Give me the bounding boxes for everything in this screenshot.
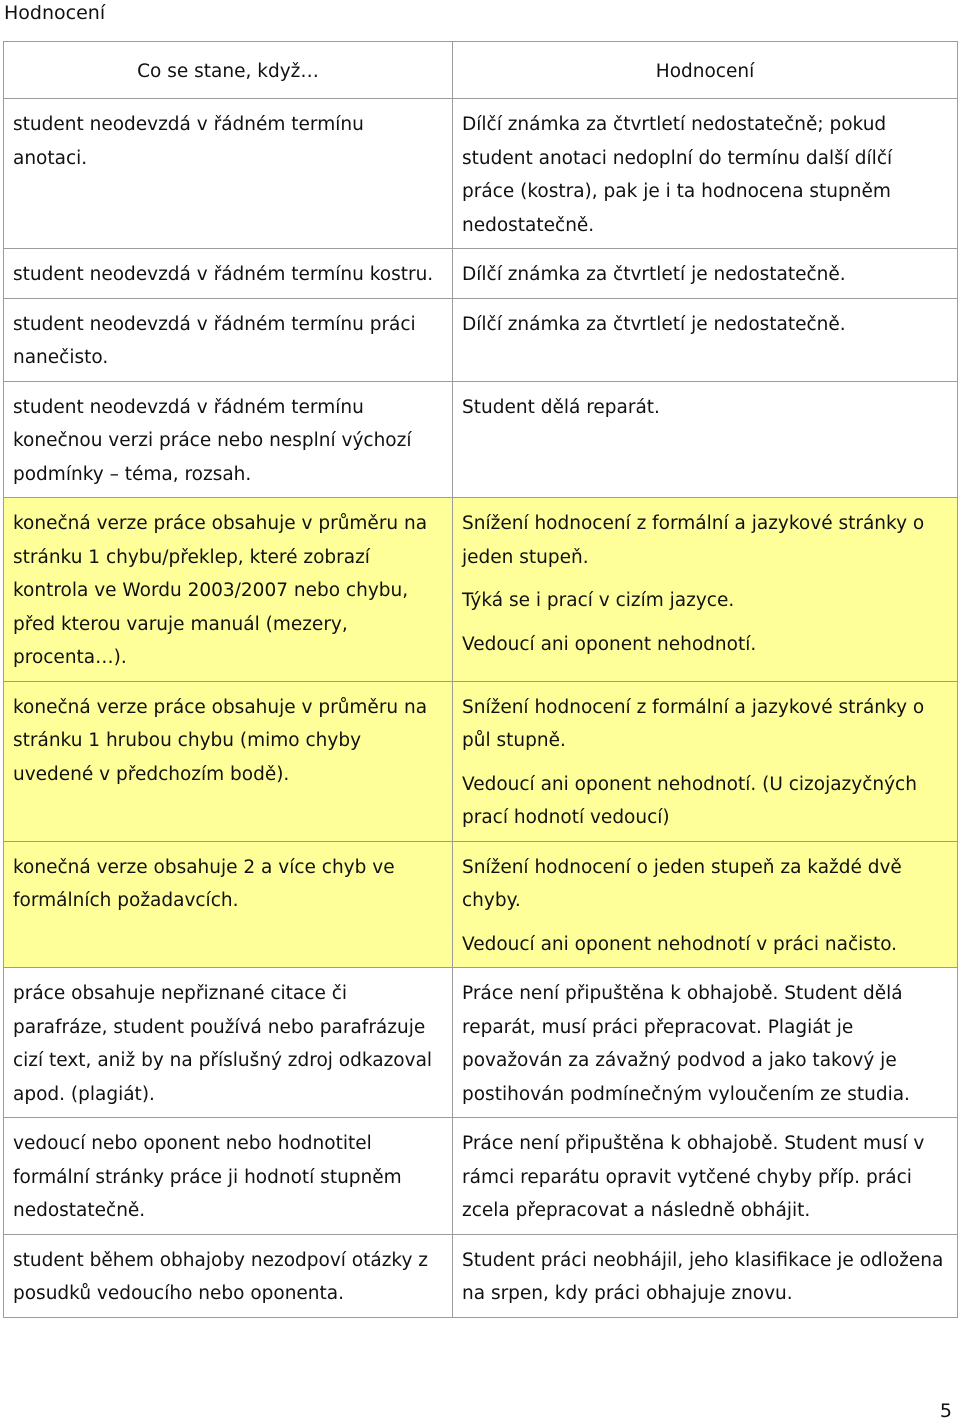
condition-cell [4, 1118, 453, 1235]
condition-cell [4, 298, 453, 381]
evaluation-cell [453, 841, 958, 968]
evaluation-text: Snížení hodnocení z formální a jazykové stránky o půl stupně. [462, 696, 925, 751]
condition-text: student neodevzdá v řádném termínu konečnou verzi práce nebo nesplní výchozí podmínky – téma, rozsah. [13, 396, 412, 485]
evaluation-text: Týká se i prací v cizím jazyce. [462, 590, 735, 611]
table-row [4, 249, 958, 299]
condition-text: konečná verze práce obsahuje v průměru na stránku 1 chybu/překlep, které zobrazí kontrola ve Wordu 2003/2007 nebo chybu, před kterou varuje manuál (mezery, procenta…). [13, 513, 428, 668]
table-row [4, 841, 958, 968]
condition-cell [4, 498, 453, 682]
evaluation-cell [453, 681, 958, 841]
table-row [4, 298, 958, 381]
condition-cell [4, 681, 453, 841]
table-body [4, 99, 958, 1318]
evaluation-text: Dílčí známka za čtvrtletí je nedostatečně. [462, 264, 846, 285]
evaluation-text: Práce není připuštěna k obhajobě. Student dělá reparát, musí práci přepracovat. Plagiát je považován za závažný podvod a jako takový je postihován podmínečným vyloučením ze studia. [462, 983, 910, 1105]
evaluation-text: Vedoucí ani oponent nehodnotí. [462, 633, 757, 655]
condition-text: konečná verze práce obsahuje v průměru na stránku 1 hrubou chybu (mimo chyby uvedené v předchozím bodě). [13, 696, 428, 785]
table-row [4, 1234, 958, 1317]
condition-text: student během obhajoby nezodpoví otázky z posudků vedoucího nebo oponenta. [13, 1249, 429, 1304]
evaluation-cell [453, 99, 958, 249]
evaluation-text: Student práci neobhájil, jeho klasifikace je odložena na srpen, kdy práci obhajuje znovu. [462, 1249, 944, 1304]
table-row [4, 99, 958, 249]
condition-cell [4, 841, 453, 968]
table-row [4, 1118, 958, 1235]
condition-cell [4, 968, 453, 1118]
condition-text: vedoucí nebo oponent nebo hodnotitel formální stránky práce ji hodnotí stupněm nedostatečně. [13, 1133, 402, 1221]
evaluation-cell [453, 381, 958, 498]
condition-cell [4, 99, 453, 249]
evaluation-text: Dílčí známka za čtvrtletí je nedostatečně. [462, 313, 846, 335]
condition-text: konečná verze obsahuje 2 a více chyb ve formálních požadavcích. [13, 856, 395, 911]
evaluation-cell [453, 249, 958, 299]
evaluation-table [3, 41, 958, 1318]
evaluation-text: Student dělá reparát. [462, 396, 660, 418]
condition-cell [4, 381, 453, 498]
evaluation-text: Práce není připuštěna k obhajobě. Student musí v rámci reparátu opravit vytčené chyby příp. práci zcela přepracovat a následně obhájit. [462, 1133, 925, 1221]
condition-text: student neodevzdá v řádném termínu anotaci. [13, 114, 364, 169]
evaluation-cell [453, 1118, 958, 1235]
evaluation-text: Snížení hodnocení z formální a jazykové stránky o jeden stupeň. [462, 513, 925, 568]
evaluation-text: Vedoucí ani oponent nehodnotí. (U cizojazyčných prací hodnotí vedoucí) [462, 773, 917, 828]
table-header-row [4, 42, 958, 99]
condition-text: student neodevzdá v řádném termínu kostru. [13, 264, 434, 285]
table-row [4, 968, 958, 1118]
condition-cell [4, 1234, 453, 1317]
evaluation-text: Vedoucí ani oponent nehodnotí v práci načisto. [462, 933, 898, 955]
evaluation-cell [453, 298, 958, 381]
table-row [4, 498, 958, 682]
column-header-evaluation: Hodnocení [453, 42, 958, 99]
evaluation-cell [453, 1234, 958, 1317]
evaluation-cell [453, 498, 958, 682]
condition-cell [4, 249, 453, 299]
condition-text: práce obsahuje nepřiznané citace či parafráze, student používá nebo parafrázuje cizí text, aniž by na příslušný zdroj odkazoval apod. (plagiát). [13, 983, 433, 1105]
evaluation-text: Snížení hodnocení o jeden stupeň za každé dvě chyby. [462, 856, 902, 911]
page-title: Hodnocení [4, 2, 106, 24]
column-header-condition: Co se stane, když… [4, 42, 453, 99]
page-number: 5 [939, 1400, 952, 1422]
table-row [4, 381, 958, 498]
condition-text: student neodevzdá v řádném termínu práci nanečisto. [13, 313, 416, 368]
table-row [4, 681, 958, 841]
evaluation-cell [453, 968, 958, 1118]
evaluation-text: Dílčí známka za čtvrtletí nedostatečně; pokud student anotaci nedoplní do termínu další dílčí práce (kostra), pak je i ta hodnocena stupněm nedostatečně. [462, 114, 893, 236]
